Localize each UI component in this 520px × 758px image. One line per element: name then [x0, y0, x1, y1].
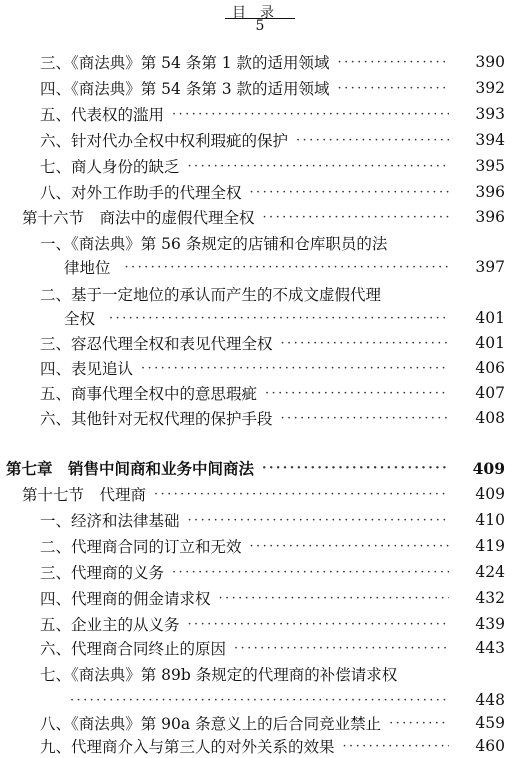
toc-entry-title: 三、容忍代理全权和表见代理全权: [40, 335, 273, 353]
toc-entry-page: 396: [475, 208, 505, 226]
toc-entry-page: 401: [475, 334, 505, 352]
dot-leader: [389, 716, 449, 731]
toc-entry-title: 四、表见追认: [40, 360, 134, 378]
toc-entry-page: 392: [475, 79, 505, 97]
toc-entry-title: 第十六节 商法中的虚假代理全权: [22, 209, 255, 227]
toc-entry-title: 八、《商法典》第 90a 条意义上的后合同竞业禁止: [40, 715, 382, 733]
toc-entry-page: 390: [475, 53, 505, 71]
dot-leader: [263, 210, 449, 225]
dot-leader: [262, 461, 449, 476]
toc-entry[interactable]: [40, 154, 505, 178]
dot-leader: [296, 133, 449, 148]
toc-entry-title: 二、代理商合同的订立和无效: [40, 538, 242, 556]
toc-entry-page: 448: [475, 691, 505, 709]
dot-leader: [188, 617, 449, 632]
toc-entry-page: 410: [475, 511, 505, 529]
toc-entry-title: 五、商事代理全权中的意思瑕疵: [40, 385, 258, 403]
toc-entry-page: 424: [475, 563, 505, 581]
toc-entry-page: 406: [475, 359, 505, 377]
toc-entry-page: 443: [475, 639, 505, 657]
dot-leader: [234, 641, 449, 656]
toc-entry[interactable]: [40, 50, 505, 74]
toc-entry[interactable]: [40, 180, 505, 204]
toc-entry-title: 八、对外工作助手的代理全权: [40, 184, 242, 202]
toc-entry-title: 六、针对代办全权中权利瑕疵的保护: [40, 132, 289, 150]
toc-entry-title: 律地位: [64, 259, 111, 277]
toc-entry-page: 394: [475, 131, 505, 149]
toc-entry-title: 七、商人身份的缺乏: [40, 158, 180, 176]
dot-leader: [338, 81, 449, 96]
dot-leader: [250, 539, 449, 554]
toc-entry-title: 一、《商法典》第 56 条规定的店铺和仓库职员的法: [40, 235, 388, 253]
toc-entry-page: 459: [475, 714, 505, 732]
toc-entry-page: 397: [475, 258, 505, 276]
dot-leader: [188, 513, 449, 528]
dot-leader: [154, 487, 449, 502]
toc-entry-page: 395: [475, 157, 505, 175]
toc-entry-page: 401: [475, 309, 505, 327]
dot-leader: [265, 386, 449, 401]
toc-entry-title: 七、《商法典》第 89b 条规定的代理商的补偿请求权: [40, 666, 398, 684]
toc-entry-title: 九、代理商介入与第三人的对外关系的效果: [40, 738, 335, 756]
toc-entry-page: 407: [475, 384, 505, 402]
dot-leader: [70, 693, 449, 708]
toc-entry-title: 第十七节 代理商: [22, 486, 147, 504]
toc-entry-page: 439: [475, 615, 505, 633]
toc-entry[interactable]: [40, 586, 505, 610]
toc-entry-page: 393: [475, 105, 505, 123]
toc-entry-title: 二、基于一定地位的承认而产生的不成文虚假代理: [40, 286, 382, 304]
toc-entry-page: 419: [475, 537, 505, 555]
toc-entry-title: 三、《商法典》第 54 条第 1 款的适用领域: [40, 54, 330, 72]
toc-entry-title: 六、代理商合同终止的原因: [40, 640, 227, 658]
dot-leader: [141, 361, 449, 376]
toc-entry-title: 一、经济和法律基础: [40, 512, 180, 530]
toc-entry-title: 六、其他针对无权代理的保护手段: [40, 410, 273, 428]
toc-entry[interactable]: [40, 662, 505, 686]
toc-entry[interactable]: [40, 381, 505, 405]
toc-section-entry[interactable]: [22, 482, 505, 506]
dot-leader: [172, 565, 449, 580]
toc-entry[interactable]: [40, 282, 505, 306]
dot-leader: [250, 185, 449, 200]
dot-leader: [338, 55, 449, 70]
toc-entry-title: 全权: [64, 310, 96, 328]
toc-entry[interactable]: [40, 636, 505, 660]
toc-entry-title: 第七章 销售中间商和业务中间商法: [6, 459, 255, 478]
dot-leader: [125, 260, 449, 275]
toc-entry-continuation[interactable]: [64, 306, 505, 330]
toc-chapter-entry[interactable]: [6, 456, 505, 480]
running-header-title: 目录: [232, 5, 288, 21]
toc-entry[interactable]: [40, 508, 505, 532]
dot-leader: [281, 336, 449, 351]
toc-entry[interactable]: [40, 128, 505, 152]
toc-entry[interactable]: [40, 331, 505, 355]
toc-entry-page: 432: [475, 589, 505, 607]
toc-entry-page: 409: [475, 485, 505, 503]
toc-entry-page: 396: [475, 183, 505, 201]
dot-leader: [343, 739, 449, 754]
toc-entry-title: 四、代理商的佣金请求权: [40, 590, 211, 608]
toc-entry[interactable]: [40, 76, 505, 100]
toc-entry[interactable]: [40, 711, 505, 735]
dot-leader: [172, 107, 449, 122]
toc-entry[interactable]: [40, 102, 505, 126]
toc-entry[interactable]: [40, 406, 505, 430]
toc-entry-continuation[interactable]: [64, 255, 505, 279]
toc-entry-title: 五、企业主的从义务: [40, 616, 180, 634]
toc-entry-title: 五、代表权的滥用: [40, 106, 165, 124]
toc-entry-page: 460: [475, 737, 505, 755]
toc-section-entry[interactable]: [22, 205, 505, 229]
dot-leader: [109, 311, 449, 326]
toc-entry[interactable]: [40, 560, 505, 584]
dot-leader: [188, 159, 449, 174]
toc-entry-title: 四、《商法典》第 54 条第 3 款的适用领域: [40, 80, 330, 98]
toc-entry-page: 408: [475, 409, 505, 427]
dot-leader: [281, 411, 449, 426]
toc-entry[interactable]: [40, 612, 505, 636]
toc-entry-title: 三、代理商的义务: [40, 564, 165, 582]
toc-entry[interactable]: [40, 734, 505, 758]
toc-entry[interactable]: [40, 534, 505, 558]
toc-entry-page: 409: [472, 458, 505, 478]
toc-entry[interactable]: [40, 231, 505, 255]
running-header-page-number: 5: [255, 18, 265, 34]
toc-entry-continuation[interactable]: [56, 688, 505, 712]
dot-leader: [219, 591, 449, 606]
toc-entry[interactable]: [40, 356, 505, 380]
